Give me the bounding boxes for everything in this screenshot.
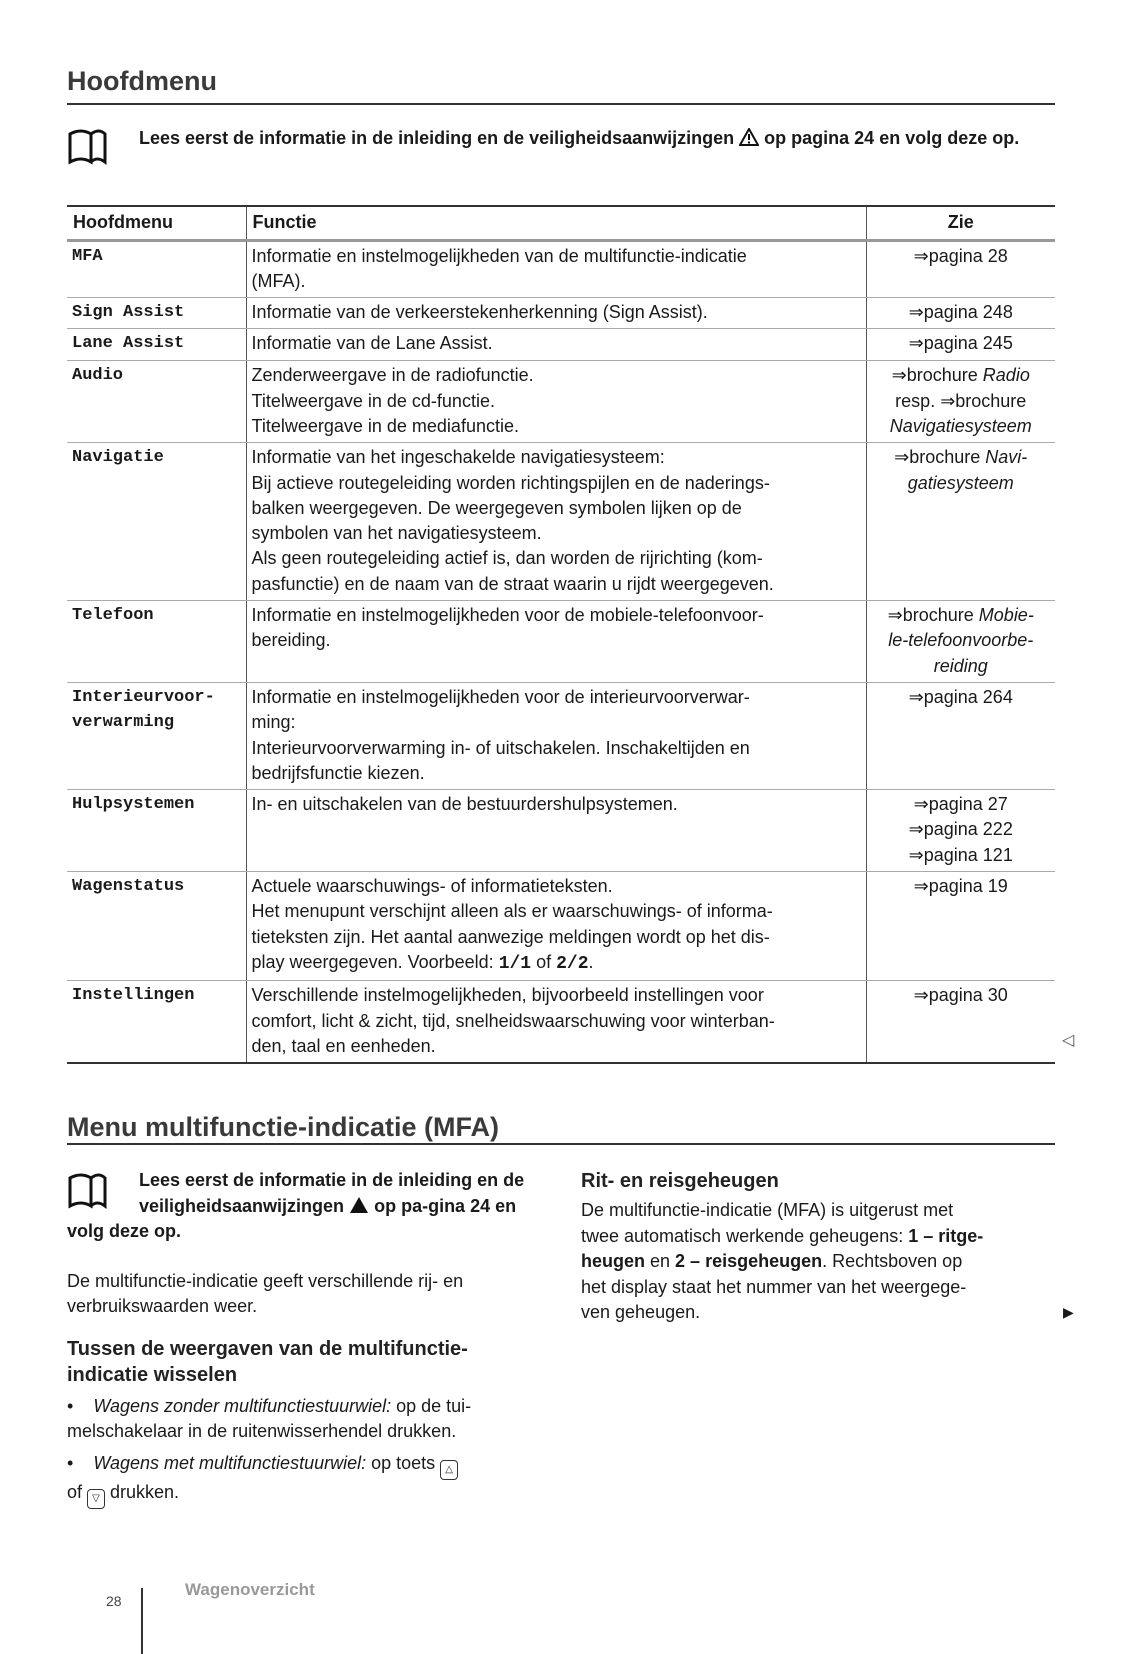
text-line: [872, 603, 1051, 628]
menu-name: [67, 443, 246, 601]
bullet-icon: •: [67, 1452, 94, 1473]
header-hoofdmenu: Hoofdmenu: [67, 206, 246, 240]
text-line: [252, 300, 861, 325]
table-row: [67, 872, 1055, 981]
text-segment: verwarming: [72, 713, 175, 733]
page-number: 28: [106, 1593, 122, 1609]
text-segment: 1/1: [498, 953, 532, 974]
text-line: [72, 244, 241, 269]
text-line: [72, 792, 241, 817]
text-line: [872, 843, 1051, 868]
text-segment: bereiding.: [251, 630, 331, 651]
reference-link[interactable]: [866, 329, 1055, 361]
bullet-label: Wagens met multifunctiestuurwiel:: [93, 1452, 367, 1473]
text-segment: Navi-: [985, 447, 1028, 468]
text-segment: Titelweergave in de cd-functie.: [251, 390, 495, 411]
text-line: [72, 983, 241, 1008]
text-line: [872, 817, 1051, 842]
up-key-icon: △: [440, 1460, 458, 1480]
safety-note: [67, 126, 1057, 166]
text-segment: Titelweergave in de mediafunctie.: [251, 415, 519, 436]
text-segment: Audio: [72, 366, 124, 386]
text-line: [872, 244, 1051, 269]
text-segment: twee automatisch werkende geheugens:: [581, 1225, 909, 1246]
menu-name: [67, 361, 246, 443]
text-segment: Telefoon: [72, 606, 154, 626]
function-cell: [246, 443, 866, 601]
text-segment: ⇒pagina 248: [908, 302, 1013, 323]
text-segment: Sign Assist: [72, 303, 185, 323]
text-segment: De multifunctie-indicatie (MFA) is uitgerust met: [581, 1200, 954, 1220]
text-line: [872, 874, 1051, 899]
right-column: [581, 1168, 1061, 1326]
text-line: [581, 1300, 1061, 1326]
text-segment: Mobie-: [978, 605, 1034, 626]
text-segment: ⇒brochure: [887, 605, 979, 626]
chapter-title: Wagenoverzicht: [185, 1580, 315, 1599]
text-segment: ming:: [251, 712, 296, 733]
menu-name: [67, 240, 246, 298]
menu-name: [67, 298, 246, 329]
text-segment: ⇒pagina 19: [913, 876, 1008, 897]
text-line: [581, 1198, 1061, 1224]
text-segment: symbolen van het navigatiesysteem.: [251, 523, 542, 544]
text-segment: Informatie en instelmogelijkheden voor de mobiele-telefoonvoor-: [251, 605, 764, 626]
function-cell: [246, 872, 866, 981]
text-segment: en: [645, 1251, 676, 1271]
text-line: [252, 685, 861, 710]
table-row: [67, 443, 1055, 601]
memory-heading: Rit- en reisgeheugen: [581, 1170, 779, 1192]
reference-link[interactable]: [866, 443, 1055, 601]
text-line: [872, 471, 1051, 496]
down-key-icon: ▽: [87, 1489, 105, 1509]
text-line: [252, 736, 861, 761]
table-row: [67, 601, 1055, 683]
text-segment: ⇒pagina 30: [913, 985, 1008, 1006]
menu-name: [67, 682, 246, 789]
text-segment: gatiesysteem: [907, 472, 1014, 493]
text-line: [872, 792, 1051, 817]
bullet-text: op toets: [366, 1452, 441, 1473]
text-segment: ⇒pagina 222: [908, 819, 1013, 840]
left-column: [67, 1168, 529, 1509]
reference-link[interactable]: [866, 682, 1055, 789]
text-line: [872, 363, 1051, 388]
reference-link[interactable]: [866, 361, 1055, 443]
note-text-2: op pagina 24 en volg deze op.: [764, 128, 1020, 148]
text-segment: le-telefoonvoorbe-: [888, 630, 1034, 651]
text-segment: Actuele waarschuwings- of informatieteksten.: [251, 876, 613, 897]
text-line: [872, 389, 1051, 414]
note-text: Lees eerst de informatie in de inleiding en de veiligheidsaanwijzingen: [139, 128, 740, 148]
text-segment: play weergegeven. Voorbeeld:: [251, 951, 499, 972]
table-row: [67, 790, 1055, 872]
table-row: [67, 361, 1055, 443]
text-line: [72, 331, 241, 356]
text-segment: MFA: [72, 246, 103, 266]
text-segment: .: [588, 951, 594, 972]
note-text: Lees eerst de informatie in de inleiding en de veiligheidsaanwijzingen: [139, 1170, 525, 1216]
text-line: [252, 792, 861, 817]
text-line: [72, 363, 241, 388]
menu-name: [67, 981, 246, 1063]
text-line: [872, 445, 1051, 470]
footer-divider: [141, 1588, 143, 1654]
text-segment: ⇒brochure: [894, 447, 986, 468]
text-segment: Navigatie: [72, 448, 164, 468]
text-line: [252, 244, 861, 269]
table-row: [67, 240, 1055, 298]
text-segment: Interieurvoorverwarming in- of uitschakelen. Inschakeltijden en: [251, 737, 750, 758]
text-segment: Interieurvoor-: [72, 687, 215, 707]
text-line: [252, 496, 861, 521]
book-icon: [67, 126, 129, 166]
text-line: [252, 925, 861, 950]
bullet-icon: •: [67, 1395, 94, 1416]
section-title-hoofdmenu: Hoofdmenu: [67, 66, 217, 96]
text-line: [581, 1275, 1061, 1301]
table-row: [67, 329, 1055, 361]
text-line: [72, 685, 241, 710]
text-line: [72, 710, 241, 735]
text-line: [872, 983, 1051, 1008]
text-line: [872, 654, 1051, 679]
text-line: [72, 603, 241, 628]
warning-icon: [739, 128, 759, 146]
text-segment: pasfunctie) en de naam van de straat waarin u rijdt weergegeven.: [251, 573, 774, 594]
text-line: [252, 1034, 861, 1059]
text-line: [252, 983, 861, 1008]
text-line: [252, 628, 861, 653]
text-segment: Het menupunt verschijnt alleen als er waarschuwings- of informa-: [251, 901, 773, 922]
reference-link[interactable]: [866, 790, 1055, 872]
text-segment: comfort, licht & zicht, tijd, snelheidswaarschuwing voor winterban-: [251, 1010, 775, 1031]
bullet-text: of: [67, 1481, 88, 1502]
table-row: [67, 298, 1055, 329]
text-line: [581, 1224, 1061, 1250]
menu-name: [67, 601, 246, 683]
function-cell: [246, 240, 866, 298]
function-cell: [246, 682, 866, 789]
text-line: [252, 874, 861, 899]
section-title-mfa: Menu multifunctie-indicatie (MFA): [67, 1112, 499, 1142]
text-segment: Informatie en instelmogelijkheden van de multifunctie-indicatie: [251, 245, 747, 266]
text-segment: Informatie van de verkeerstekenherkenning (Sign Assist).: [251, 302, 708, 323]
text-segment: Hulpsystemen: [72, 795, 195, 815]
intro-text: De multifunctie-indicatie geeft verschillende rij- en verbruikswaarden weer.: [67, 1270, 464, 1316]
bullet-item: [67, 1451, 529, 1509]
reference-link[interactable]: [866, 240, 1055, 298]
bullet-text: op de tui-melschakelaar in de ruitenwisserhendel drukken.: [67, 1395, 472, 1441]
text-line: [252, 1009, 861, 1034]
safety-note-2: [67, 1168, 529, 1245]
text-line: [252, 414, 861, 439]
end-mark-icon: ◁: [1062, 1032, 1075, 1049]
text-segment: Informatie en instelmogelijkheden voor de interieurvoorverwar-: [251, 686, 750, 707]
text-line: [252, 363, 861, 388]
function-cell: [246, 601, 866, 683]
text-segment: . Rechtsboven op: [822, 1251, 963, 1271]
function-cell: [246, 329, 866, 361]
text-segment: of: [531, 951, 557, 972]
text-segment: Zenderweergave in de radiofunctie.: [251, 365, 534, 386]
text-segment: tieteksten zijn. Het aantal aanwezige meldingen wordt op het dis-: [251, 926, 770, 947]
text-line: [72, 874, 241, 899]
text-line: [252, 389, 861, 414]
reference-link[interactable]: [866, 298, 1055, 329]
text-line: [252, 603, 861, 628]
header-zie: Zie: [866, 206, 1055, 240]
text-line: [872, 414, 1051, 439]
text-segment: balken weergegeven. De weergegeven symbolen lijken op de: [251, 497, 742, 518]
text-segment: heugen: [581, 1251, 646, 1271]
switch-heading: Tussen de weergaven van de multifunctie-indicatie wisselen: [67, 1337, 468, 1386]
text-segment: ⇒pagina 245: [908, 333, 1013, 354]
text-segment: Wagenstatus: [72, 877, 185, 897]
text-segment: Instellingen: [72, 986, 195, 1006]
text-segment: Informatie van de Lane Assist.: [251, 333, 493, 354]
continue-arrow-icon: ▶: [1063, 1304, 1074, 1320]
text-segment: het display staat het nummer van het weergege-: [581, 1276, 967, 1297]
text-segment: Verschillende instelmogelijkheden, bijvoorbeeld instellingen voor: [251, 985, 764, 1006]
text-segment: ⇒pagina 27: [913, 794, 1008, 815]
text-line: [72, 445, 241, 470]
text-line: [872, 300, 1051, 325]
text-segment: bedrijfsfunctie kiezen.: [251, 762, 425, 783]
text-segment: Radio: [982, 365, 1030, 386]
warning-icon: [349, 1196, 369, 1214]
text-segment: ⇒pagina 121: [908, 844, 1013, 865]
text-line: [252, 710, 861, 735]
text-line: [252, 269, 861, 294]
function-cell: [246, 790, 866, 872]
text-segment: Als geen routegeleiding actief is, dan worden de rijrichting (kom-: [251, 548, 763, 569]
text-segment: 2 – reisgeheugen: [675, 1251, 823, 1271]
text-segment: 2/2: [556, 953, 589, 974]
text-line: [872, 685, 1051, 710]
text-line: [581, 1249, 1061, 1275]
text-line: [252, 572, 861, 597]
text-segment: 1 – ritge-: [908, 1225, 984, 1246]
text-line: [252, 546, 861, 571]
text-line: [252, 950, 861, 977]
text-line: [252, 471, 861, 496]
book-icon: [67, 1170, 129, 1210]
text-segment: resp. ⇒brochure: [895, 390, 1027, 411]
reference-link[interactable]: [866, 872, 1055, 981]
text-segment: (MFA).: [251, 270, 306, 291]
text-line: [872, 331, 1051, 356]
text-segment: den, taal en eenheden.: [251, 1035, 436, 1056]
bullet-item: [67, 1394, 529, 1445]
text-line: [252, 331, 861, 356]
main-menu-table: [67, 205, 1055, 1064]
text-segment: ven geheugen.: [581, 1302, 701, 1322]
function-cell: [246, 981, 866, 1063]
text-segment: ⇒pagina 264: [908, 686, 1013, 707]
text-line: [252, 899, 861, 924]
text-segment: Informatie van het ingeschakelde navigatiesysteem:: [251, 447, 665, 468]
menu-name: [67, 790, 246, 872]
function-cell: [246, 361, 866, 443]
table-row: [67, 981, 1055, 1063]
note-text-2: op pa-gina 24 en volg deze op.: [67, 1195, 517, 1241]
menu-name: [67, 329, 246, 361]
bullet-label: Wagens zonder multifunctiestuurwiel:: [93, 1395, 392, 1416]
text-segment: Navigatiesysteem: [889, 415, 1032, 436]
text-segment: In- en uitschakelen van de bestuurdershulpsystemen.: [251, 794, 678, 815]
text-segment: ⇒pagina 28: [913, 245, 1008, 266]
text-segment: ⇒brochure: [891, 365, 983, 386]
text-line: [252, 445, 861, 470]
text-line: [252, 521, 861, 546]
text-line: [72, 300, 241, 325]
bullet-text: drukken.: [105, 1481, 180, 1502]
title-rule: [67, 103, 1055, 105]
function-cell: [246, 298, 866, 329]
header-functie: Functie: [246, 206, 866, 240]
menu-name: [67, 872, 246, 981]
reference-link[interactable]: [866, 981, 1055, 1063]
text-line: [872, 628, 1051, 653]
text-segment: Bij actieve routegeleiding worden richtingspijlen en de naderings-: [251, 472, 770, 493]
text-line: [252, 761, 861, 786]
memory-text: [581, 1198, 1061, 1326]
text-segment: Lane Assist: [72, 334, 185, 354]
text-segment: reiding: [933, 655, 988, 676]
reference-link[interactable]: [866, 601, 1055, 683]
table-row: [67, 682, 1055, 789]
title-rule-2: [67, 1143, 1055, 1145]
